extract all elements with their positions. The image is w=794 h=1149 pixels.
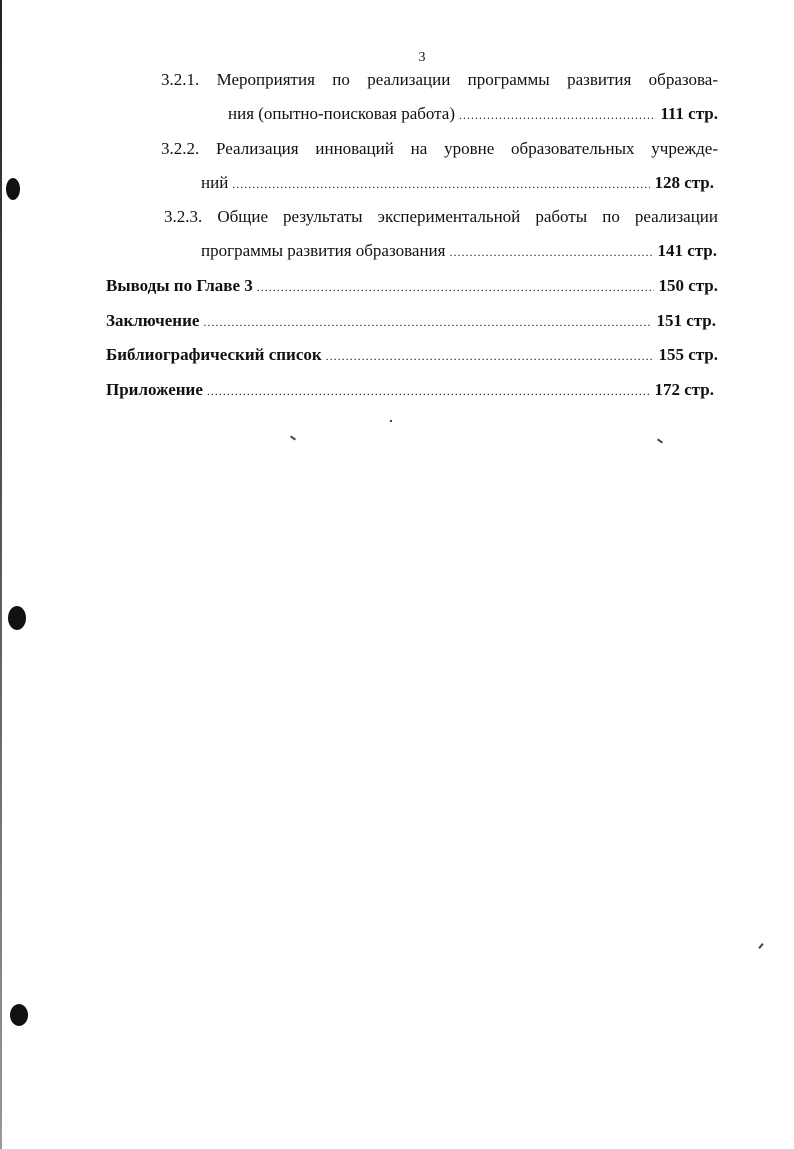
toc-entry-3-2-1-line1: 3.2.1. Мероприятия по реализации программы развития образова-: [161, 70, 718, 89]
toc-entry-3-2-1-line2: [228, 104, 718, 125]
page-number: 3: [418, 50, 426, 65]
toc-entry-text: ний: [201, 173, 229, 192]
toc-entry-3-2-2-line2: [201, 173, 714, 194]
toc-entry-conclusions-ch3: [106, 276, 718, 297]
dot-leader: [257, 277, 655, 297]
toc-entry-title: Заключение: [106, 311, 200, 330]
toc-page-ref: 155 стр.: [658, 345, 718, 364]
toc-entry-3-2-2-line1: 3.2.2. Реализация инноваций на уровне образовательных учрежде-: [161, 139, 718, 158]
toc-page-ref: 172 стр.: [654, 380, 714, 399]
scan-speck: [758, 943, 763, 949]
punch-hole-mark: [6, 178, 20, 200]
toc-page-ref: 150 стр.: [658, 276, 718, 295]
dot-leader: [232, 174, 650, 194]
dot-leader: [203, 312, 652, 332]
dot-leader: [459, 105, 656, 125]
toc-entry-title: Библиографический список: [106, 345, 322, 364]
dot-leader: [207, 381, 651, 401]
toc-entry-conclusion: [106, 311, 716, 332]
punch-hole-mark: [8, 606, 26, 630]
scan-speck: [390, 420, 392, 422]
toc-entry-3-2-3-line2: [201, 241, 717, 262]
toc-entry-appendix: [106, 380, 714, 401]
toc-entry-text: программы развития образования: [201, 241, 446, 260]
toc-entry-text: ния (опытно-поисковая работа): [228, 104, 456, 123]
dot-leader: [326, 346, 655, 366]
scan-speck: [657, 438, 663, 443]
toc-page-ref: 151 стр.: [656, 311, 716, 330]
punch-hole-mark: [10, 1004, 28, 1026]
toc-entry-title: Выводы по Главе 3: [106, 276, 253, 295]
toc-page-ref: 128 стр.: [654, 173, 714, 192]
toc-page-ref: 111 стр.: [660, 104, 718, 123]
scan-speck: [290, 435, 296, 440]
dot-leader: [449, 242, 653, 262]
scan-edge-line: [0, 0, 2, 1149]
toc-entry-title: Приложение: [106, 380, 203, 399]
toc-page-ref: 141 стр.: [657, 241, 717, 260]
toc-entry-bibliography: [106, 345, 718, 366]
toc-entry-3-2-3-line1: 3.2.3. Общие результаты экспериментальной работы по реализации: [164, 207, 718, 226]
